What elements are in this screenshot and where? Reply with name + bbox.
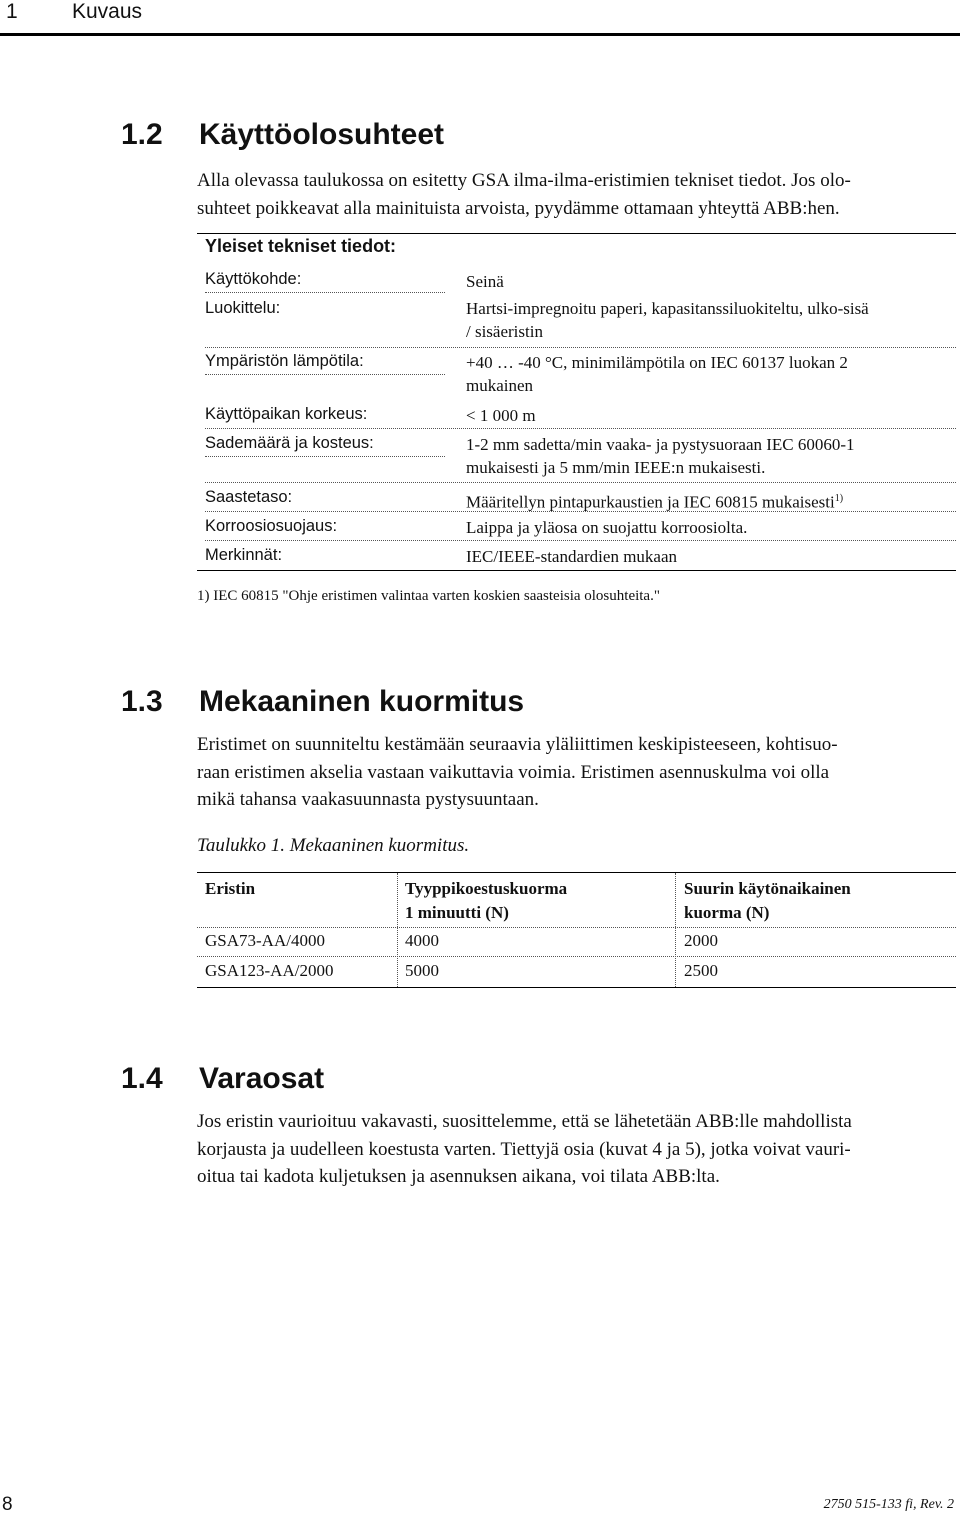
table-cell: 2000 (684, 931, 718, 950)
spec-value-line: 1-2 mm sadetta/min vaaka- ja pystysuoraan IEC 60060-1 (466, 435, 855, 454)
row-divider (205, 511, 956, 512)
chapter-number: 1 (6, 0, 18, 23)
spec-value-line: mukaisesti ja 5 mm/min IEEE:n mukaisesti. (466, 458, 766, 477)
column-header (205, 877, 255, 901)
spec-value-line: +40 … -40 °C, minimilämpötila on IEC 60137 luokan 2 (466, 353, 848, 372)
header-line: Tyyppikoestuskuorma (405, 879, 568, 898)
footnote: 1) IEC 60815 "Ohje eristimen valintaa varten koskien saasteisia olosuhteita." (197, 588, 660, 604)
spec-label: Sademäärä ja kosteus: (205, 434, 374, 452)
load-table-top-rule (197, 872, 956, 873)
body-line: oitua tai kadota kuljetuksen ja asennuksen aikana, voi tilata ABB:lta. (197, 1166, 720, 1187)
spec-label: Ympäristön lämpötila: (205, 352, 364, 370)
section-number: 1.2 (121, 118, 163, 151)
body-line: korjausta ja uudelleen koestusta varten. Tiettyjä osia (kuvat 4 ja 5), jotka voivat vauri- (197, 1138, 851, 1160)
column-divider (397, 873, 398, 987)
row-divider (205, 374, 445, 375)
intro-line: Alla olevassa taulukossa on esitetty GSA ilma-ilma-eristimien tekniset tiedot. Jos olo- (197, 170, 851, 191)
spec-label: Saastetaso: (205, 488, 293, 506)
spec-value-line: < 1 000 m (466, 406, 536, 425)
spec-value-line: IEC/IEEE-standardien mukaan (466, 547, 678, 566)
section-intro (197, 167, 937, 222)
section-body (197, 731, 937, 814)
spec-value (466, 404, 946, 427)
spec-value (466, 351, 946, 397)
spec-label: Merkinnät: (205, 546, 283, 564)
row-divider (205, 540, 956, 541)
header-line: kuorma (N) (684, 903, 770, 922)
body-line: Jos eristin vaurioituu vakavasti, suosittelemme, että se lähetetään ABB:lle mahdollista (197, 1111, 852, 1132)
table-cell: GSA123-AA/2000 (205, 961, 334, 980)
spec-value (466, 487, 946, 514)
section-body (197, 1108, 937, 1191)
table-cell: 4000 (405, 931, 439, 950)
spec-value-line: Seinä (466, 272, 504, 291)
spec-value-line: / sisäeristin (466, 322, 543, 341)
spec-value (466, 297, 946, 343)
header-rule (0, 33, 960, 36)
body-line: mikä tahansa vaakasuunnasta pystysuuntaan. (197, 789, 539, 810)
column-divider (675, 873, 676, 987)
row-divider (197, 927, 956, 928)
spec-value-line: Laippa ja yläosa on suojattu korroosiolta. (466, 518, 748, 537)
table-cell: GSA73-AA/4000 (205, 931, 325, 950)
chapter-title: Kuvaus (72, 0, 143, 23)
row-divider (205, 292, 445, 293)
section-number: 1.3 (121, 685, 163, 718)
spec-value (466, 545, 946, 568)
spec-label: Luokittelu: (205, 299, 281, 317)
spec-value (466, 270, 946, 293)
spec-label: Käyttökohde: (205, 270, 302, 288)
row-divider (205, 456, 445, 457)
spec-value-line: Määritellyn pintapurkaustien ja IEC 60815 mukaisesti (466, 492, 835, 512)
footnote-marker: 1) (834, 493, 844, 504)
document-reference: 2750 515-133 fi, Rev. 2 (823, 1497, 954, 1512)
column-header (684, 877, 851, 925)
section-number: 1.4 (121, 1062, 163, 1095)
header-line: Eristin (205, 879, 256, 898)
section-title: Käyttöolosuhteet (199, 118, 445, 151)
section-title: Varaosat (199, 1062, 325, 1095)
table-caption: Taulukko 1. Mekaaninen kuormitus. (197, 835, 470, 856)
header-line: 1 minuutti (N) (405, 903, 509, 922)
intro-line: suhteet poikkeavat alla mainituista arvoista, pyydämme ottamaan yhteyttä ABB:hen. (197, 197, 840, 219)
spec-value-line: Hartsi-impregnoitu paperi, kapasitanssiluokiteltu, ulko-sisä (466, 299, 869, 318)
body-line: raan eristimen akselia vastaan vaikuttavia voimia. Eristimen asennuskulma voi olla (197, 761, 830, 783)
body-line: Eristimet on suunniteltu kestämään seuraavia yläliittimen keskipisteeseen, kohtisuo- (197, 734, 838, 755)
spec-table-top-rule (197, 233, 956, 234)
table-cell: 5000 (405, 961, 439, 980)
spec-table-bottom-rule (197, 570, 956, 571)
spec-value (466, 516, 946, 539)
spec-label: Korroosiosuojaus: (205, 517, 338, 535)
row-divider (197, 956, 956, 957)
row-divider (205, 347, 956, 348)
header-line: Suurin käytönaikainen (684, 879, 851, 898)
page-number: 8 (2, 1494, 13, 1515)
row-divider (205, 482, 956, 483)
table-cell: 2500 (684, 961, 718, 980)
spec-value-line: mukainen (466, 376, 534, 395)
spec-value (466, 433, 946, 479)
row-divider (205, 428, 956, 429)
section-title: Mekaaninen kuormitus (199, 685, 525, 718)
load-table-bottom-rule (197, 987, 956, 988)
spec-label: Käyttöpaikan korkeus: (205, 405, 368, 423)
spec-table-heading: Yleiset tekniset tiedot: (205, 236, 397, 256)
column-header (405, 877, 567, 925)
